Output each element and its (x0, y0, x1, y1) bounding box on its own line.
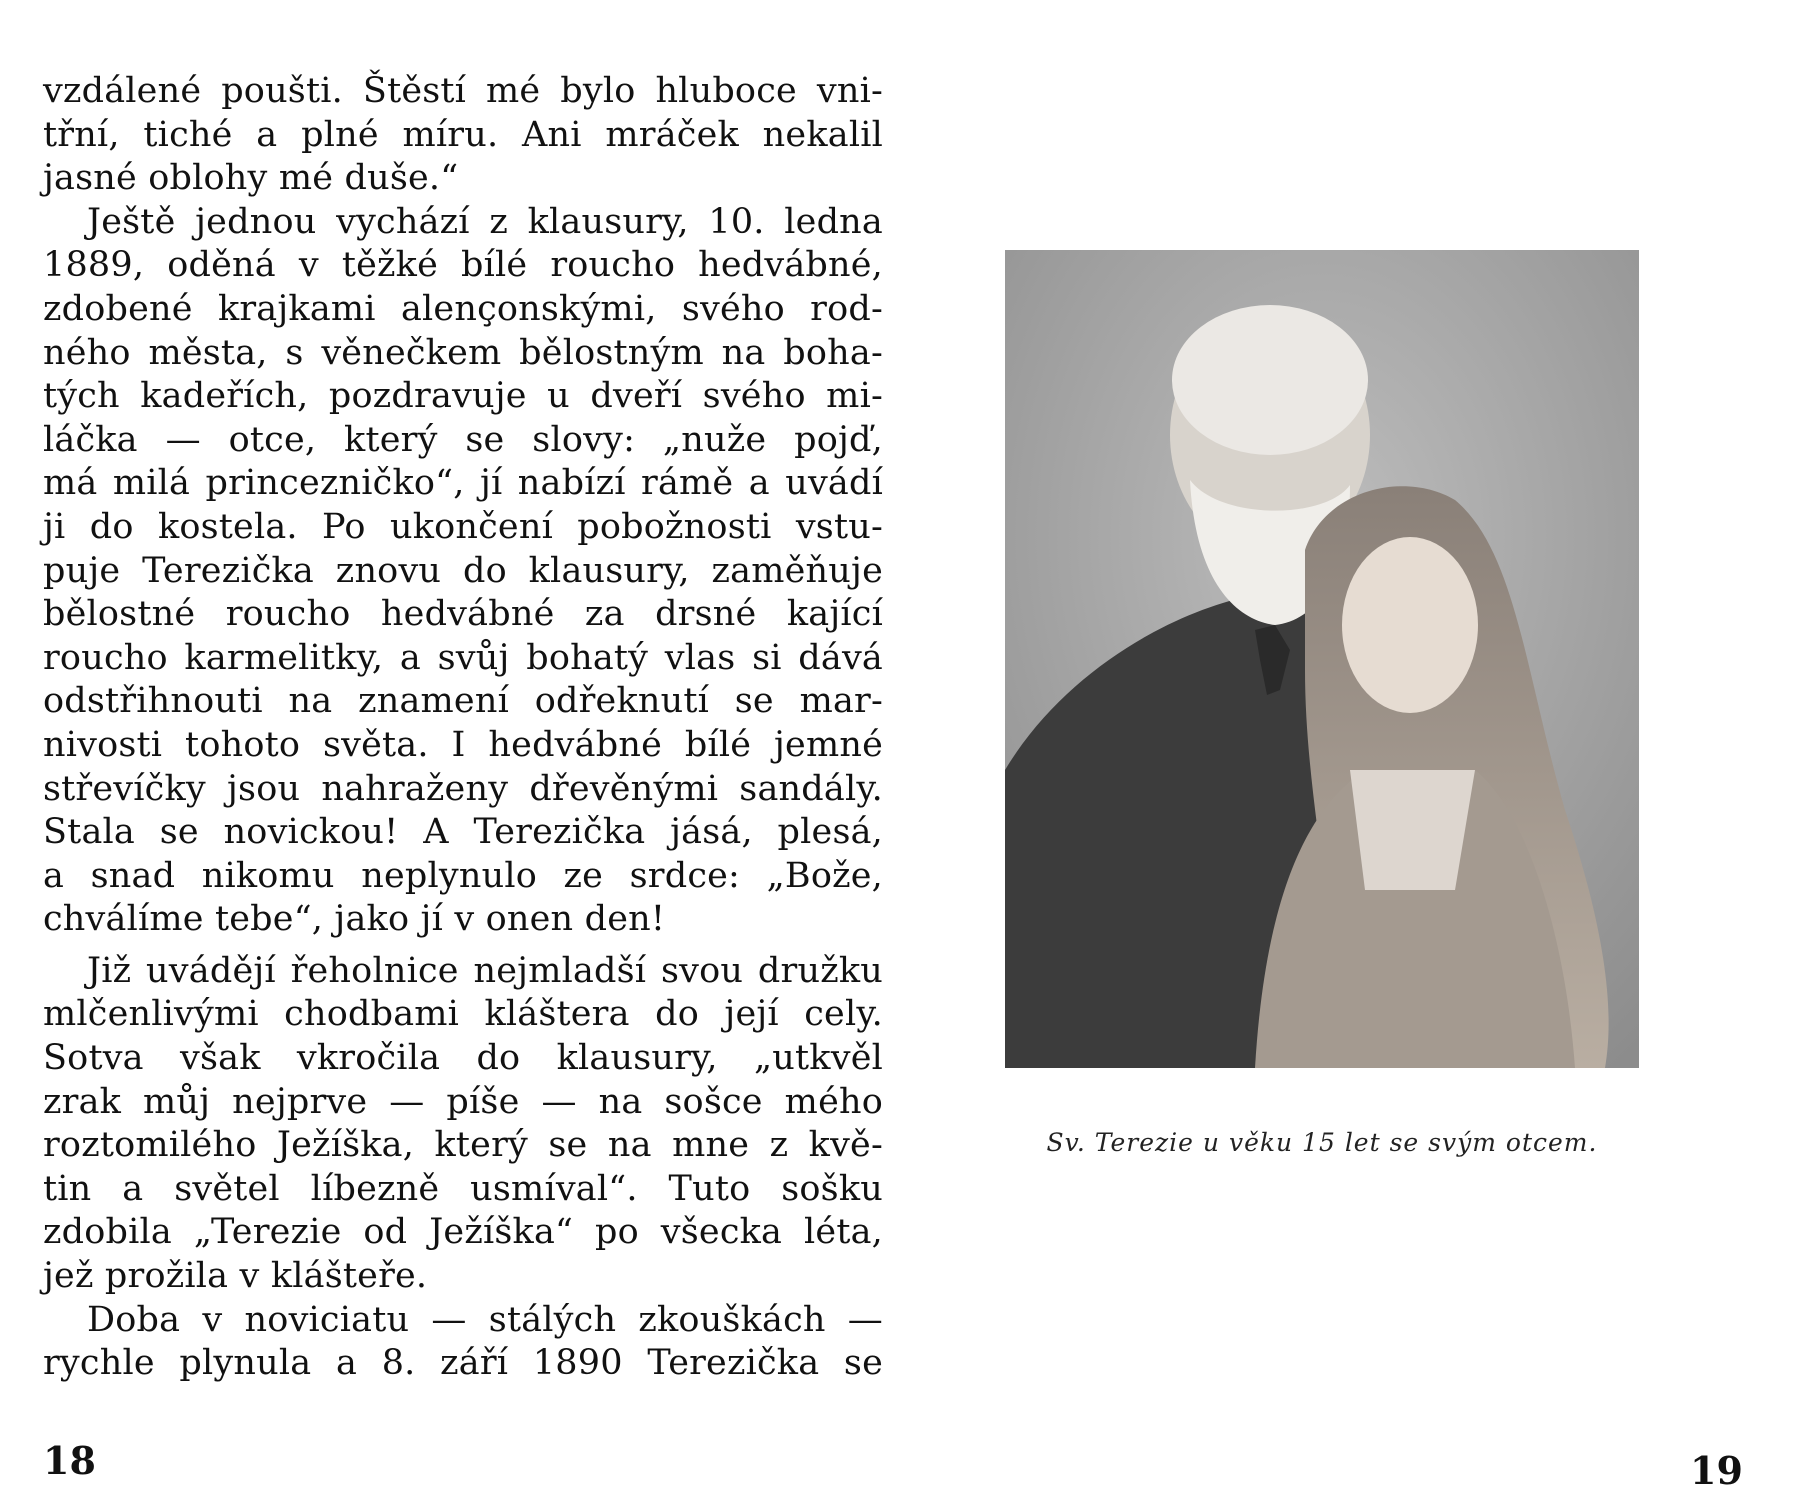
paragraph-2 (43, 201, 883, 942)
text-line: a snad nikomu neplynulo ze srdce: „Bože, (43, 855, 883, 896)
text-line: třní, tiché a plné míru. Ani mráček nekalil (43, 114, 883, 155)
text-line: tých kadeřích, pozdravuje u dveří svého mi- (43, 376, 883, 417)
text-line: roztomilého Ježíška, který se na mne z kvě- (43, 1125, 883, 1166)
text-line: jež prožila v klášteře. (43, 1256, 428, 1297)
text-line: ného města, s věnečkem bělostným na boha- (43, 332, 883, 373)
text-line: Ještě jednou vychází z klausury, 10. ledna (87, 201, 883, 242)
text-line: odstřihnouti na znamení odřeknutí se mar- (43, 681, 883, 722)
text-line: Sotva však vkročila do klausury, „utkvěl (43, 1038, 883, 1079)
text-line: rychle plynula a 8. září 1890 Terezička se (43, 1343, 883, 1384)
paragraph-4 (43, 1299, 883, 1386)
text-line: 1889, oděná v těžké bílé roucho hedvábné, (43, 245, 883, 286)
page-number-left: 18 (43, 1438, 96, 1483)
portrait-photo (1005, 250, 1639, 1068)
page-number-right: 19 (1690, 1448, 1743, 1493)
text-line: bělostné roucho hedvábné za drsné kající (43, 594, 883, 635)
body-text (43, 70, 883, 1386)
text-line: jasné oblohy mé duše.“ (43, 158, 459, 199)
text-line: roucho karmelitky, a svůj bohatý vlas si dává (43, 637, 883, 678)
text-line: vzdálené poušti. Štěstí mé bylo hluboce vni- (43, 71, 883, 111)
text-line: mlčenlivými chodbami kláštera do její cely. (43, 994, 883, 1035)
text-line: má milá princezničko“, jí nabízí rámě a uvádí (43, 463, 883, 504)
text-line: Doba v noviciatu — stálých zkouškách — (87, 1299, 883, 1340)
text-line: zdobila „Terezie od Ježíška“ po všecka léta, (43, 1212, 883, 1253)
text-line: chválíme tebe“, jako jí v onen den! (43, 899, 666, 940)
portrait-illustration (1005, 250, 1639, 1068)
text-line: Stala se novickou! A Terezička jásá, plesá, (43, 812, 883, 853)
text-line: zrak můj nejprve — píše — na sošce mého (43, 1081, 883, 1122)
paragraph-3 (43, 950, 883, 1299)
text-line: puje Terezička znovu do klausury, zaměňuje (43, 550, 883, 591)
right-page (907, 0, 1814, 1500)
text-line: zdobené krajkami alençonskými, svého rod- (43, 288, 883, 329)
text-line: střevíčky jsou nahraženy dřevěnými sandály. (43, 768, 883, 809)
paragraph-1 (43, 70, 883, 201)
text-line: Již uvádějí řeholnice nejmladší svou družku (87, 950, 883, 991)
text-line: ji do kostela. Po ukončení pobožnosti vstu- (43, 506, 883, 547)
text-line: láčka — otce, který se slovy: „nuže pojď, (43, 419, 883, 460)
text-line: tin a světel líbezně usmíval“. Tuto sošku (43, 1168, 883, 1209)
photo-caption: Sv. Terezie u věku 15 let se svým otcem. (1046, 1128, 1598, 1157)
text-line: nivosti tohoto světa. I hedvábné bílé jemné (43, 724, 883, 765)
